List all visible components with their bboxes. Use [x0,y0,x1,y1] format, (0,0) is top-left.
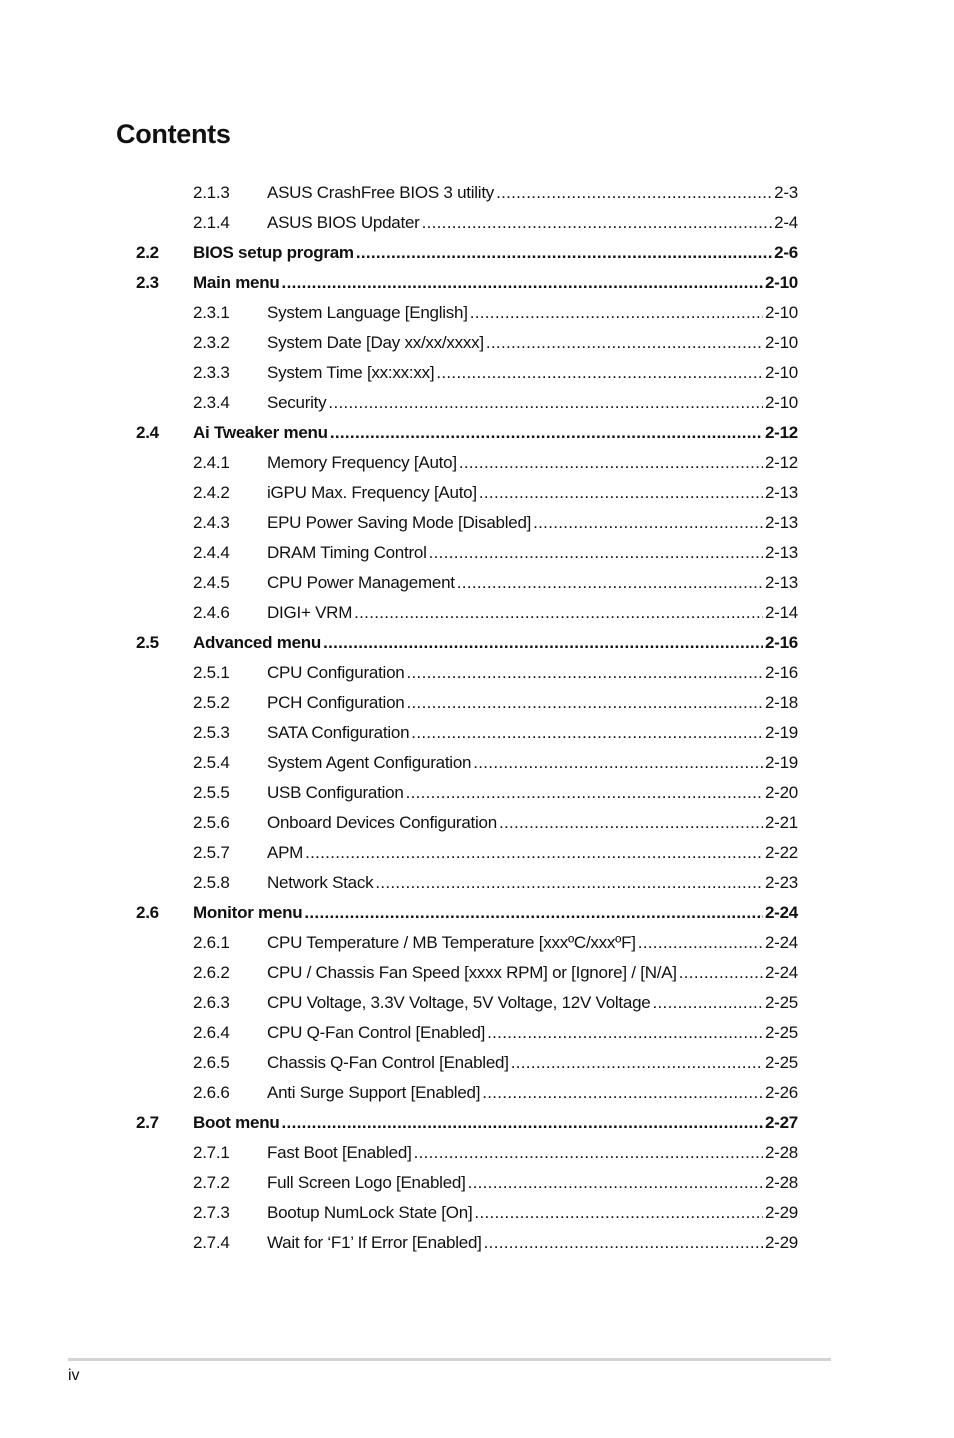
dot-leader [330,418,763,448]
toc-section-entry [136,628,798,658]
dot-leader [484,1228,763,1258]
toc-entry-number: 2.3.1 [193,303,230,322]
toc-entry-page: 2-25 [764,993,798,1012]
toc-entry-title: Onboard Devices Configuration [267,813,497,832]
toc-entry-number: 2.3 [136,273,159,292]
toc-subsection-entry [136,658,798,688]
toc-entry-title: EPU Power Saving Mode [Disabled] [267,513,532,532]
toc-entry-page: 2-10 [764,363,798,382]
toc-entry-number: 2.5.2 [193,693,230,712]
toc-entry-title: PCH Configuration [267,693,405,712]
toc-entry-line [267,748,798,778]
toc-entry-number: 2.4 [136,423,159,442]
toc-entry-page: 2-10 [764,333,798,352]
toc-entry-line [267,868,798,898]
toc-entry-number: 2.3.3 [193,363,230,382]
toc-entry-title: CPU Power Management [267,573,455,592]
dot-leader [533,508,763,538]
page-title: Contents [116,119,231,149]
toc-subsection-entry [136,1018,798,1048]
toc-entry-page: 2-25 [764,1023,798,1042]
toc-entry-title: Fast Boot [Enabled] [267,1143,412,1162]
toc-entry-number: 2.6.5 [193,1053,230,1072]
toc-entry-line [267,958,798,988]
toc-entry-page: 2-21 [764,813,798,832]
toc-entry-number: 2.7 [136,1113,159,1132]
toc-subsection-entry [136,928,798,958]
toc-subsection-entry [136,808,798,838]
toc-entry-page: 2-24 [764,903,798,922]
toc-entry-page: 2-10 [764,393,798,412]
toc-entry-line [193,1108,798,1138]
toc-section-entry [136,238,798,268]
toc-entry-page: 2-16 [764,633,798,652]
toc-entry-title: USB Configuration [267,783,404,802]
toc-entry-page: 2-29 [764,1203,798,1222]
toc-entry-line [267,478,798,508]
toc-entry-number: 2.2 [136,243,159,262]
toc-entry-title: Chassis Q-Fan Control [Enabled] [267,1053,509,1072]
toc-subsection-entry [136,478,798,508]
dot-leader [486,328,763,358]
toc-entry-title: Wait for ‘F1’ If Error [Enabled] [267,1233,482,1252]
toc-entry-line [267,388,798,418]
toc-entry-number: 2.5.5 [193,783,230,802]
toc-subsection-entry [136,868,798,898]
toc-entry-line [267,688,798,718]
toc-entry-title: CPU Voltage, 3.3V Voltage, 5V Voltage, 12V Voltage [267,993,651,1012]
toc-subsection-entry [136,958,798,988]
toc-entry-title: CPU / Chassis Fan Speed [xxxx RPM] or [Ignore] / [N/A] [267,963,677,982]
toc-entry-title: CPU Temperature / MB Temperature [xxxºC/xxxºF] [267,933,636,952]
toc-subsection-entry [136,448,798,478]
dot-leader [487,1018,763,1048]
toc-subsection-entry [136,1198,798,1228]
toc-entry-page: 2-13 [764,573,798,592]
dot-leader [429,538,763,568]
toc-entry-title: SATA Configuration [267,723,410,742]
dot-leader [305,838,763,868]
dot-leader [304,898,763,928]
toc-entry-page: 2-4 [774,213,798,232]
dot-leader [496,178,772,208]
dot-leader [407,658,763,688]
dot-leader [638,928,763,958]
toc-entry-line [267,1168,798,1198]
toc-entry-number: 2.5.8 [193,873,230,892]
toc-entry-line [267,358,798,388]
toc-entry-line [193,238,798,268]
toc-subsection-entry [136,388,798,418]
dot-leader [474,1198,763,1228]
toc-subsection-entry [136,688,798,718]
toc-entry-number: 2.4.3 [193,513,230,532]
toc-entry-line [267,208,798,238]
dot-leader [375,868,763,898]
toc-entry-line [267,838,798,868]
toc-entry-page: 2-24 [764,933,798,952]
dot-leader [406,778,763,808]
toc-entry-title: ASUS BIOS Updater [267,213,420,232]
toc-entry-number: 2.7.1 [193,1143,230,1162]
toc-entry-number: 2.5.7 [193,843,230,862]
toc-entry-number: 2.6.6 [193,1083,230,1102]
toc-entry-line [267,508,798,538]
dot-leader [511,1048,763,1078]
toc-entry-page: 2-22 [764,843,798,862]
toc-entry-line [267,658,798,688]
toc-entry-title: Bootup NumLock State [On] [267,1203,473,1222]
toc-entry-title: APM [267,843,304,862]
toc-entry-title: CPU Q-Fan Control [Enabled] [267,1023,486,1042]
toc-subsection-entry [136,1078,798,1108]
toc-entry-line [267,1048,798,1078]
toc-entry-page: 2-23 [764,873,798,892]
toc-subsection-entry [136,838,798,868]
toc-entry-line [267,1018,798,1048]
toc-entry-title: System Date [Day xx/xx/xxxx] [267,333,484,352]
toc-entry-line [267,328,798,358]
dot-leader [414,1138,763,1168]
dot-leader [470,298,763,328]
table-of-contents [136,178,798,1258]
toc-entry-line [267,298,798,328]
toc-entry-page: 2-13 [764,513,798,532]
toc-entry-number: 2.4.1 [193,453,230,472]
toc-entry-number: 2.7.2 [193,1173,230,1192]
dot-leader [354,598,763,628]
toc-entry-page: 2-28 [764,1173,798,1192]
dot-leader [653,988,763,1018]
dot-leader [459,448,763,478]
toc-entry-page: 2-3 [774,183,798,202]
dot-leader [282,268,763,298]
toc-entry-title: Network Stack [267,873,374,892]
toc-subsection-entry [136,508,798,538]
toc-entry-number: 2.3.4 [193,393,230,412]
toc-entry-title: DRAM Timing Control [267,543,427,562]
toc-entry-number: 2.4.5 [193,573,230,592]
toc-entry-line [267,178,798,208]
toc-subsection-entry [136,538,798,568]
toc-entry-page: 2-26 [764,1083,798,1102]
toc-entry-title: Security [267,393,327,412]
dot-leader [457,568,763,598]
toc-entry-title: Main menu [193,273,280,292]
dot-leader [407,688,763,718]
dot-leader [473,748,763,778]
toc-entry-page: 2-18 [764,693,798,712]
toc-subsection-entry [136,358,798,388]
toc-entry-number: 2.7.3 [193,1203,230,1222]
dot-leader [422,208,773,238]
toc-subsection-entry [136,988,798,1018]
toc-entry-number: 2.1.3 [193,183,230,202]
toc-entry-line [267,808,798,838]
toc-entry-page: 2-24 [764,963,798,982]
toc-entry-number: 2.6.1 [193,933,230,952]
toc-entry-page: 2-16 [764,663,798,682]
toc-entry-line [267,448,798,478]
toc-subsection-entry [136,568,798,598]
footer-divider [68,1358,831,1361]
toc-entry-number: 2.6 [136,903,159,922]
toc-entry-number: 2.6.3 [193,993,230,1012]
toc-entry-title: iGPU Max. Frequency [Auto] [267,483,477,502]
toc-entry-title: Memory Frequency [Auto] [267,453,457,472]
toc-entry-number: 2.5.3 [193,723,230,742]
toc-entry-title: Ai Tweaker menu [193,423,328,442]
toc-entry-line [267,718,798,748]
toc-entry-title: DIGI+ VRM [267,603,353,622]
toc-entry-page: 2-25 [764,1053,798,1072]
dot-leader [679,958,763,988]
dot-leader [356,238,772,268]
toc-entry-title: Boot menu [193,1113,280,1132]
toc-entry-page: 2-28 [764,1143,798,1162]
toc-entry-number: 2.5 [136,633,159,652]
dot-leader [499,808,763,838]
toc-subsection-entry [136,718,798,748]
toc-section-entry [136,1108,798,1138]
toc-subsection-entry [136,748,798,778]
toc-subsection-entry [136,778,798,808]
toc-entry-line [267,1138,798,1168]
toc-section-entry [136,898,798,928]
dot-leader [482,1078,763,1108]
toc-entry-number: 2.5.4 [193,753,230,772]
toc-entry-line [267,778,798,808]
toc-entry-number: 2.5.6 [193,813,230,832]
toc-entry-title: Anti Surge Support [Enabled] [267,1083,481,1102]
toc-entry-line [267,1078,798,1108]
dot-leader [468,1168,763,1198]
toc-entry-number: 2.3.2 [193,333,230,352]
toc-entry-number: 2.6.2 [193,963,230,982]
toc-entry-number: 2.7.4 [193,1233,230,1252]
toc-section-entry [136,268,798,298]
dot-leader [436,358,763,388]
toc-entry-line [267,988,798,1018]
toc-entry-page: 2-12 [764,453,798,472]
toc-entry-page: 2-29 [764,1233,798,1252]
toc-subsection-entry [136,1228,798,1258]
toc-entry-page: 2-13 [764,543,798,562]
toc-entry-title: ASUS CrashFree BIOS 3 utility [267,183,495,202]
toc-subsection-entry [136,178,798,208]
toc-entry-line [193,268,798,298]
toc-entry-page: 2-19 [764,723,798,742]
toc-entry-line [267,538,798,568]
toc-entry-number: 2.5.1 [193,663,230,682]
toc-entry-number: 2.4.2 [193,483,230,502]
toc-entry-page: 2-10 [764,273,798,292]
toc-entry-title: BIOS setup program [193,243,354,262]
toc-subsection-entry [136,598,798,628]
toc-entry-line [267,568,798,598]
toc-entry-line [267,1198,798,1228]
toc-entry-title: Monitor menu [193,903,303,922]
page-number: iv [68,1367,80,1384]
toc-entry-title: System Agent Configuration [267,753,472,772]
toc-entry-title: System Language [English] [267,303,468,322]
toc-entry-number: 2.4.4 [193,543,230,562]
toc-entry-title: Advanced menu [193,633,322,652]
toc-subsection-entry [136,298,798,328]
toc-subsection-entry [136,1168,798,1198]
toc-section-entry [136,418,798,448]
toc-entry-page: 2-27 [764,1113,798,1132]
toc-entry-title: Full Screen Logo [Enabled] [267,1173,466,1192]
toc-subsection-entry [136,208,798,238]
toc-entry-line [267,1228,798,1258]
toc-subsection-entry [136,1048,798,1078]
dot-leader [411,718,763,748]
toc-subsection-entry [136,1138,798,1168]
toc-entry-page: 2-13 [764,483,798,502]
toc-entry-number: 2.1.4 [193,213,230,232]
dot-leader [328,388,763,418]
toc-entry-number: 2.4.6 [193,603,230,622]
toc-entry-page: 2-10 [764,303,798,322]
toc-entry-title: CPU Configuration [267,663,405,682]
toc-entry-line [193,418,798,448]
toc-entry-line [267,598,798,628]
toc-entry-line [267,928,798,958]
toc-entry-line [193,628,798,658]
toc-entry-title: System Time [xx:xx:xx] [267,363,435,382]
toc-entry-page: 2-6 [774,243,798,262]
dot-leader [479,478,763,508]
toc-entry-page: 2-19 [764,753,798,772]
toc-entry-page: 2-20 [764,783,798,802]
dot-leader [323,628,763,658]
toc-entry-page: 2-14 [764,603,798,622]
toc-subsection-entry [136,328,798,358]
toc-entry-page: 2-12 [764,423,798,442]
dot-leader [282,1108,763,1138]
toc-entry-number: 2.6.4 [193,1023,230,1042]
toc-entry-line [193,898,798,928]
